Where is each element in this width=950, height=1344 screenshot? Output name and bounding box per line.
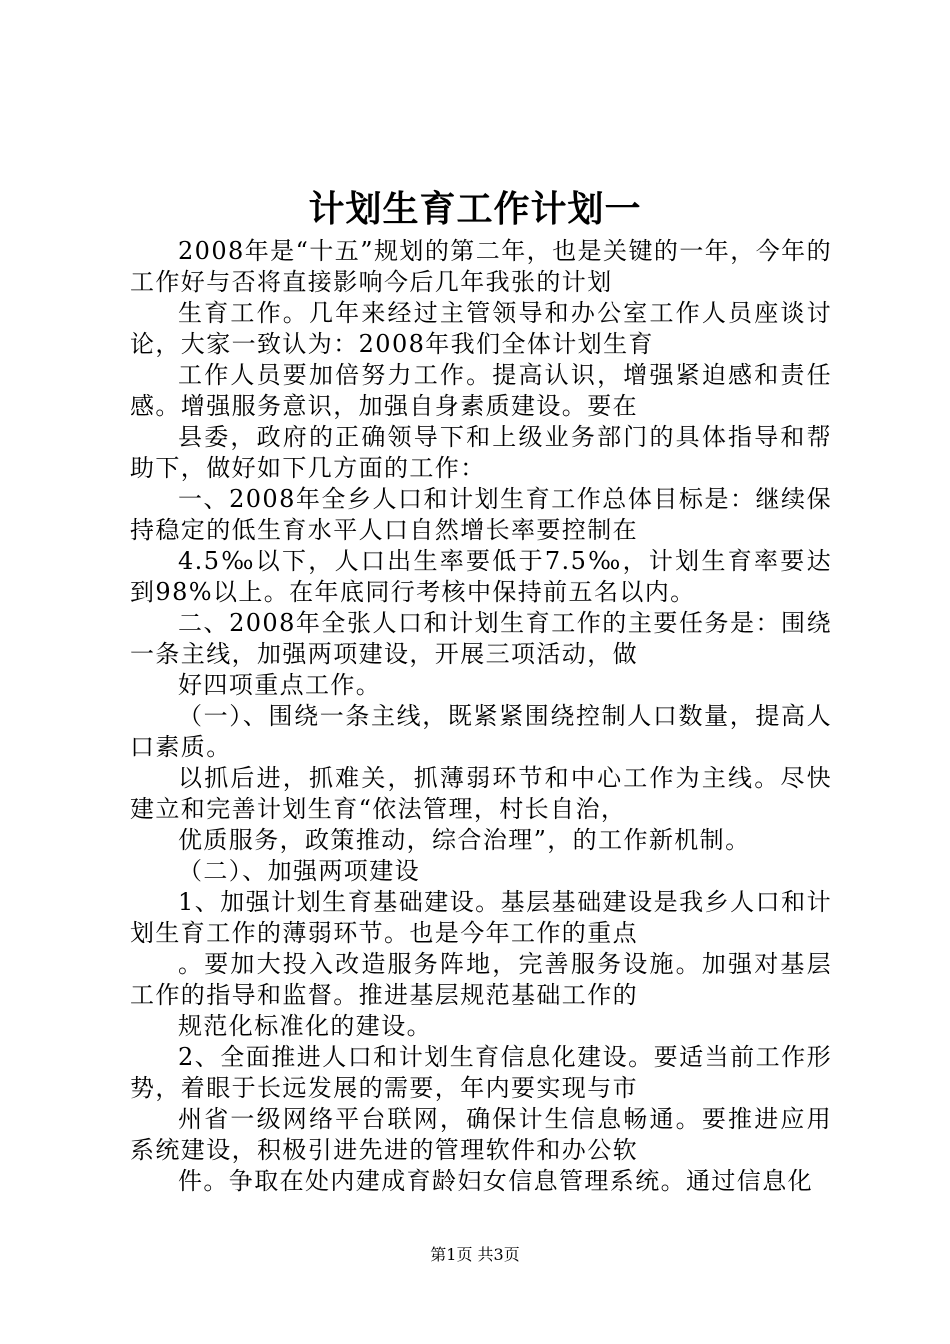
paragraph: 件。争取在处内建成育龄妇女信息管理系统。通过信息化 [178, 1167, 813, 1195]
paragraph: 工作人员要加倍努力工作。提高认识，增强紧迫感和责任感。增强服务意识，加强自身素质建设。要在 [130, 361, 832, 420]
document-title: 计划生育工作计划一 [308, 188, 642, 230]
paragraph: 2、全面推进人口和计划生育信息化建设。要适当前工作形势，着眼于长远发展的需要，年内要实现与市 [130, 1043, 832, 1102]
paragraph: 州省一级网络平台联网，确保计生信息畅通。要推进应用系统建设，积极引进先进的管理软件和办公软 [130, 1105, 832, 1164]
paragraph: 县委，政府的正确领导下和上级业务部门的具体指导和帮助下，做好如下几方面的工作： [130, 423, 832, 482]
document-body [130, 236, 832, 1197]
page-footer: 第1页 共3页 [430, 1245, 520, 1264]
paragraph: （二）、加强两项建设 [178, 857, 420, 885]
paragraph: 4.5‰以下，人口出生率要低于7.5‰，计划生育率要达到98%以上。在年底同行考核中保持前五名以内。 [130, 547, 832, 606]
paragraph: 一、2008年全乡人口和计划生育工作总体目标是：继续保持稳定的低生育水平人口自然增长率要控制在 [130, 485, 832, 544]
paragraph: 2008年是“十五”规划的第二年，也是关键的一年，今年的工作好与否将直接影响今后几年我张的计划 [130, 237, 832, 296]
paragraph: 二、2008年全张人口和计划生育工作的主要任务是：围绕一条主线，加强两项建设，开展三项活动，做 [130, 609, 832, 668]
paragraph: 1、加强计划生育基础建设。基层基础建设是我乡人口和计划生育工作的薄弱环节。也是今年工作的重点 [130, 888, 832, 947]
paragraph: 规范化标准化的建设。 [178, 1012, 432, 1040]
paragraph: （一）、围绕一条主线，既紧紧围绕控制人口数量，提高人口素质。 [130, 702, 832, 761]
paragraph: 。要加大投入改造服务阵地，完善服务设施。加强对基层工作的指导和监督。推进基层规范基础工作的 [130, 950, 832, 1009]
paragraph: 优质服务，政策推动，综合治理”，的工作新机制。 [178, 826, 751, 854]
paragraph: 好四项重点工作。 [178, 671, 382, 699]
paragraph: 生育工作。几年来经过主管领导和办公室工作人员座谈讨论，大家一致认为：2008年我们全体计划生育 [130, 299, 832, 358]
paragraph: 以抓后进，抓难关，抓薄弱环节和中心工作为主线。尽快建立和完善计划生育“依法管理，村长自治， [130, 764, 832, 823]
